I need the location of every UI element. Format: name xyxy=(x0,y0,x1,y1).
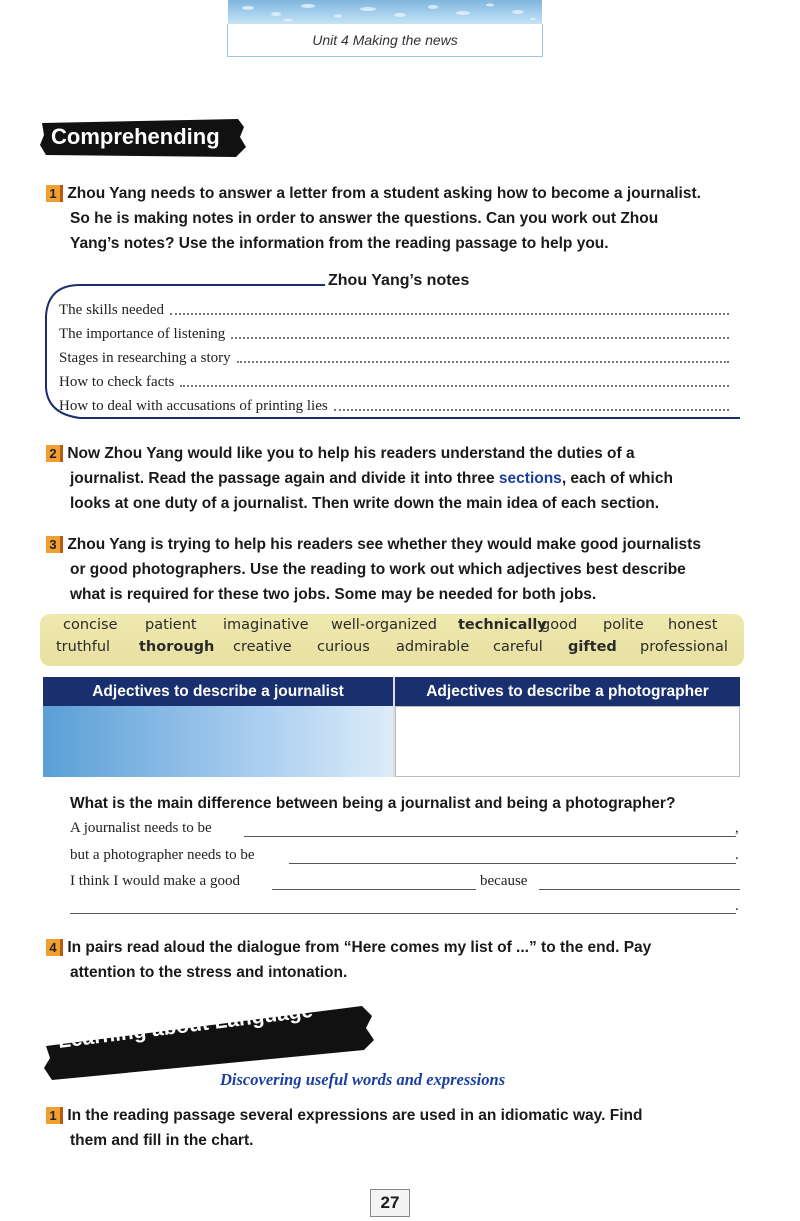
task-3-text-line2: or good photographers. Use the reading to work out which adjectives best describe xyxy=(70,561,686,578)
table-divider xyxy=(393,677,395,777)
adjective-word: concise xyxy=(63,617,118,633)
journalist-adjectives-cell[interactable] xyxy=(43,706,393,777)
header-water-texture xyxy=(228,0,542,24)
photographer-adjectives-cell[interactable] xyxy=(395,706,740,777)
language-task-1 xyxy=(46,1103,756,1153)
task-1-text-line2: So he is making notes in order to answer the questions. Can you work out Zhou xyxy=(70,210,659,227)
task-2-text-line3: looks at one duty of a journalist. Then write down the main idea of each section. xyxy=(70,495,660,512)
adjective-word: honest xyxy=(668,617,718,633)
answer-dotted-line[interactable] xyxy=(334,409,729,411)
task-number-badge: 1 xyxy=(46,1107,63,1124)
task-2-text-line1: Now Zhou Yang would like you to help his readers understand the duties of a xyxy=(67,445,635,462)
section-subheading: Discovering useful words and expressions xyxy=(220,1070,506,1089)
notes-item-skills[interactable]: The skills needed xyxy=(59,297,729,319)
language-task-1-text-line2: them and fill in the chart. xyxy=(70,1132,254,1149)
adjective-word: truthful xyxy=(56,639,111,655)
notes-item-accusations[interactable]: How to deal with accusations of printing lies xyxy=(59,393,729,415)
task-1 xyxy=(46,181,746,256)
answer-line-job[interactable] xyxy=(272,889,476,890)
fill-line-3-label: I think I would make a good xyxy=(70,873,240,889)
adjective-word: admirable xyxy=(396,639,470,655)
answer-dotted-line[interactable] xyxy=(170,313,729,315)
adjective-word: polite xyxy=(603,617,644,633)
adjective-word: gifted xyxy=(568,639,617,655)
language-task-1-text-line1: In the reading passage several expressions are used in an idiomatic way. Find xyxy=(67,1107,643,1124)
period: . xyxy=(735,847,739,863)
task-number-badge: 1 xyxy=(46,185,63,202)
adjective-word: patient xyxy=(145,617,197,633)
answer-dotted-line[interactable] xyxy=(180,385,729,387)
answer-line-journalist[interactable] xyxy=(244,836,736,837)
task-4-text-line2: attention to the stress and intonation. xyxy=(70,964,348,981)
fill-line-2-label: but a photographer needs to be xyxy=(70,847,255,863)
page-number: 27 xyxy=(370,1189,410,1217)
adjectives-table xyxy=(43,677,740,777)
notes-item-check-facts[interactable]: How to check facts xyxy=(59,369,729,391)
period: . xyxy=(735,898,739,914)
adjective-word: professional xyxy=(640,639,728,655)
adjective-word: creative xyxy=(233,639,292,655)
task-2-text-line2: journalist. Read the passage again and divide it into three sections, each of which xyxy=(70,470,673,487)
answer-dotted-line[interactable] xyxy=(237,361,729,363)
table-header-photographer: Adjectives to describe a photographer xyxy=(395,677,740,706)
comma: , xyxy=(735,820,739,836)
sections-link[interactable]: sections xyxy=(498,470,562,487)
answer-line-reason-continued[interactable] xyxy=(70,913,736,914)
task-1-text-line1: Zhou Yang needs to answer a letter from a student asking how to become a journalist. xyxy=(67,185,701,202)
section-heading-learning-about-language: Learning about Language xyxy=(56,998,315,1053)
adjective-word: thorough xyxy=(139,639,215,655)
unit-title: Unit 4 Making the news xyxy=(227,24,543,57)
because-label: because xyxy=(480,873,528,889)
task-1-text-line3: Yang’s notes? Use the information from the reading passage to help you. xyxy=(70,235,609,252)
task-4-text-line1: In pairs read aloud the dialogue from “Here comes my list of ...” to the end. Pay xyxy=(67,939,652,956)
task-number-badge: 4 xyxy=(46,939,63,956)
answer-line-photographer[interactable] xyxy=(289,863,736,864)
adjective-word: curious xyxy=(317,639,370,655)
adjective-word: technically xyxy=(458,617,547,633)
adjective-word: imaginative xyxy=(223,617,309,633)
notes-title: Zhou Yang’s notes xyxy=(328,272,470,289)
task-2 xyxy=(46,441,746,516)
answer-line-reason[interactable] xyxy=(539,889,740,890)
section-heading-comprehending: Comprehending xyxy=(51,124,220,149)
task-4 xyxy=(46,935,756,985)
table-header-journalist: Adjectives to describe a journalist xyxy=(43,677,393,706)
notes-item-stages[interactable]: Stages in researching a story xyxy=(59,345,729,367)
notes-item-listening[interactable]: The importance of listening xyxy=(59,321,729,343)
fill-line-1-label: A journalist needs to be xyxy=(70,820,212,836)
adjective-word: well-organized xyxy=(331,617,437,633)
task-3-text-line3: what is required for these two jobs. Some may be needed for both jobs. xyxy=(70,586,597,603)
difference-question: What is the main difference between being a journalist and being a photographer? xyxy=(70,795,676,812)
adjective-word: careful xyxy=(493,639,543,655)
task-3 xyxy=(46,532,756,607)
task-number-badge: 2 xyxy=(46,445,63,462)
task-3-text-line1: Zhou Yang is trying to help his readers see whether they would make good journalists xyxy=(67,536,701,553)
task-number-badge: 3 xyxy=(46,536,63,553)
adjective-word: good xyxy=(541,617,578,633)
answer-dotted-line[interactable] xyxy=(231,337,729,339)
